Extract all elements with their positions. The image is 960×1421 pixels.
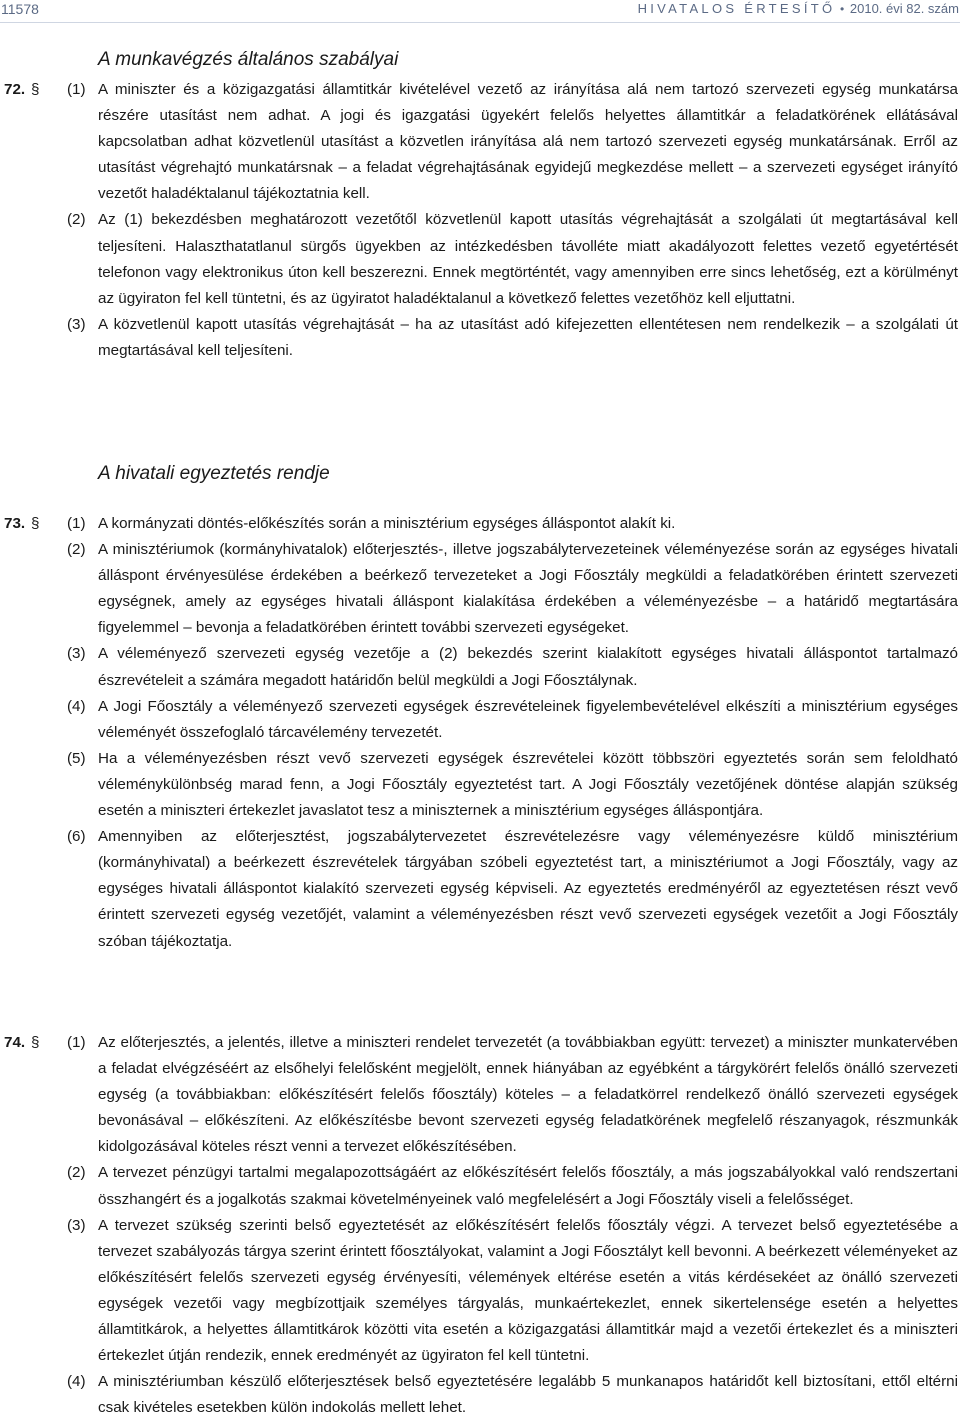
subsection-number: (1)	[67, 515, 86, 532]
subsection-number: (5)	[67, 749, 86, 767]
paragraph-72	[0, 77, 958, 364]
paragraph-number: 74.	[4, 1034, 26, 1051]
page-header	[0, 0, 960, 28]
subsection-text: A tervezet pénzügyi tartalmi megalapozottságáért az előkészítésért felelős főosztály, a más jogszabályokkal való rendszertani összhangért és a jogalkotás szakmai követelményeinek való megfelelésért a Jogi Főosztály viseli a felelősséget.	[98, 1164, 958, 1208]
subsection-number: (6)	[67, 828, 86, 846]
subsection	[0, 641, 958, 693]
subsection-number: (3)	[67, 315, 86, 333]
page-number: 11578	[1, 1, 39, 17]
journal-info	[638, 1, 959, 16]
paragraph-number: 72.	[4, 81, 26, 98]
issue-label: 2010. évi 82. szám	[849, 1, 959, 16]
subsection-number: (2)	[67, 541, 86, 559]
subsection	[0, 1030, 958, 1160]
subsection	[0, 1213, 958, 1370]
subsection-text: A minisztériumban készülő előterjesztések belső egyeztetésére legalább 5 munkanapos határidőt kell biztosítani, ettől eltérni csak kivételes esetekben külön indokolás mellett lehet.	[98, 1373, 958, 1417]
paragraph-number: 73.	[4, 515, 26, 532]
subsection-number: (4)	[67, 1373, 86, 1391]
section-title: A munkavégzés általános szabályai	[98, 49, 399, 70]
subsection-text: A miniszter és a közigazgatási államtitkár kivételével vezető az irányítása alá nem tartozó szervezeti egység munkatársa részére utasítást nem adhat. A jogi és igazgatási ügyekért felelős helyettes államtitkár a feladatkörének ellátásával kapcsolatban adhat közvetlenül utasítást a közvetlen irányítása alá nem tartozó szervezeti egység munkatársának. Erről az utasítást végrehajtó munkatársnak – a feladat végrehajtásának egyidejű megkezdése mellett – a szervezeti egységet irányító vezetőt haladéktalanul tájékoztatnia kell.	[98, 81, 958, 203]
subsection-number: (3)	[67, 645, 86, 663]
header-separator: •	[840, 2, 845, 16]
subsection	[0, 824, 958, 954]
subsection	[0, 207, 958, 311]
subsection-text: Az előterjesztés, a jelentés, illetve a miniszteri rendelet tervezetét (a továbbiakban együtt: tervezet) a miniszter munkatervében a feladat elvégzéséért az elsőhelyi felelősként megjelölt, ennek hiányában az egyébként a tárgykörért felelős önálló szervezeti egység (a továbbiakban: előkészítésért felelős főosztály) köteles – a feladatkörrel rendelkező önálló szervezeti egységek bevonásával – előkészíteni. Az előkészítésbe bevont szervezeti egység feladatkörének megfelelő részanyagok, részmunkák kidolgozásával köteles részt venni a tervezet előkészítésében.	[98, 1034, 958, 1156]
header-rule	[0, 22, 960, 23]
subsection	[0, 511, 958, 537]
subsection-number: (2)	[67, 1164, 86, 1182]
journal-name: HIVATALOS ÉRTESÍTŐ	[637, 1, 836, 16]
paragraph-73	[0, 511, 958, 955]
subsection	[0, 537, 958, 641]
subsection-text: A minisztériumok (kormányhivatalok) előterjesztés-, illetve jogszabálytervezeteinek véleményezése során az egységes hivatali álláspont érvényesülése érdekében a beérkező tervezeteket a Jogi Főosztály megküldi a feladatkörében érintett szervezeti egységnek, amely az egységes hivatali álláspont kialakítása érdekében a véleményezésbe – a határidő megtartására figyelemmel – bevonja a feladatkörében érintett további szervezeti egységeket.	[98, 541, 958, 637]
subsection	[0, 77, 958, 207]
subsection	[0, 1369, 958, 1421]
subsection-text: Amennyiben az előterjesztést, jogszabálytervezetet észrevételezésre vagy véleményezésre küldő minisztérium (kormányhivatal) a beérkezett észrevételek tárgyában szóbeli egyeztetést tart, a minisztériumot a Jogi Főosztály, vagy az egységes hivatali álláspontot kialakító szervezeti egység képviseli. Az egyeztetés eredményéről az egyeztetésen részt vevő érintett szervezeti egység vezetőjét, valamint a véleményezésben részt vevő szervezeti egységek vezetőit a Jogi Főosztály szóban tájékoztatja.	[98, 828, 958, 950]
section-symbol: §	[31, 81, 40, 98]
subsection-number: (4)	[67, 697, 86, 715]
subsection-number: (1)	[67, 81, 86, 98]
section-title: A hivatali egyeztetés rendje	[98, 463, 330, 484]
subsection-text: A véleményező szervezeti egység vezetője a (2) bekezdés szerint kialakított egységes hivatali álláspontot tartalmazó észrevételeit a számára megadott határidőn belül megküldi a Jogi Főosztálynak.	[98, 645, 958, 689]
subsection-number: (2)	[67, 211, 86, 229]
section-symbol: §	[31, 1034, 40, 1051]
subsection-text: A tervezet szükség szerinti belső egyeztetését az előkészítésért felelős főosztály végzi. A tervezet belső egyeztetésébe a tervezet szabályozás tárgya szerint érintett főosztályokat, valamint a Jogi Főosztályt kell bevonni. A beérkezett véleményeket az előkészítésért felelős szervezeti egység érvényesíti, vélemények eltérése esetén a vitás kérdésekéet az önálló szervezeti egységek vezetői vagy megbízottjaik személyes tárgyalás, munkaértekezlet, ennek sikertelensége esetén a helyettes államtitkárok, a helyettes államtitkárok közötti vita esetén a közigazgatási államtitkár majd a vezetői értekezlet és a miniszteri értekezlet útján rendezik, ennek eredményét az ügyiraton fel kell tüntetni.	[98, 1216, 958, 1365]
subsection-text: A közvetlenül kapott utasítás végrehajtását – ha az utasítást adó kifejezetten ellentétesen nem rendelkezik – a szolgálati út megtartásával kell teljesíteni.	[98, 315, 958, 359]
subsection	[0, 746, 958, 824]
subsection	[0, 1160, 958, 1212]
subsection	[0, 312, 958, 364]
subsection-number: (1)	[67, 1034, 86, 1051]
subsection	[0, 694, 958, 746]
paragraph-74	[0, 1030, 958, 1421]
subsection-text: A kormányzati döntés-előkészítés során a minisztérium egységes álláspontot alakít ki.	[98, 515, 676, 532]
subsection-text: Az (1) bekezdésben meghatározott vezetőtől közvetlenül kapott utasítás végrehajtását a szolgálati út megtartásával kell teljesíteni. Halaszthatatlanul sürgős ügyekben az intézkedésben távolléte miatt akadályozott felettes vezető egyetértését telefonon vagy elektronikus úton kell beszerezni. Ennek megtörténtét, vagy amennyiben erre sincs lehetőség, ezt a körülményt az ügyiraton fel kell tüntetni, és az ügyiratot haladéktalanul a következő felettes vezetőhöz kell eljuttatni.	[98, 211, 958, 307]
subsection-number: (3)	[67, 1216, 86, 1234]
subsection-text: A Jogi Főosztály a véleményező szervezeti egységek észrevételeinek figyelembevételével elkészíti a minisztérium egységes véleményét összefoglaló tárcavélemény tervezetét.	[98, 697, 958, 741]
section-symbol: §	[31, 515, 40, 532]
subsection-text: Ha a véleményezésben részt vevő szervezeti egységek észrevételei között többszöri egyeztetés során sem feloldható véleménykülönbség marad fenn, a Jogi Főosztály egyeztetést tart. A Jogi Főosztály vezetőjének döntése alapján szükség esetén a miniszteri értekezlet javaslatot tesz a miniszternek a minisztérium egységes álláspontjára.	[98, 749, 958, 820]
